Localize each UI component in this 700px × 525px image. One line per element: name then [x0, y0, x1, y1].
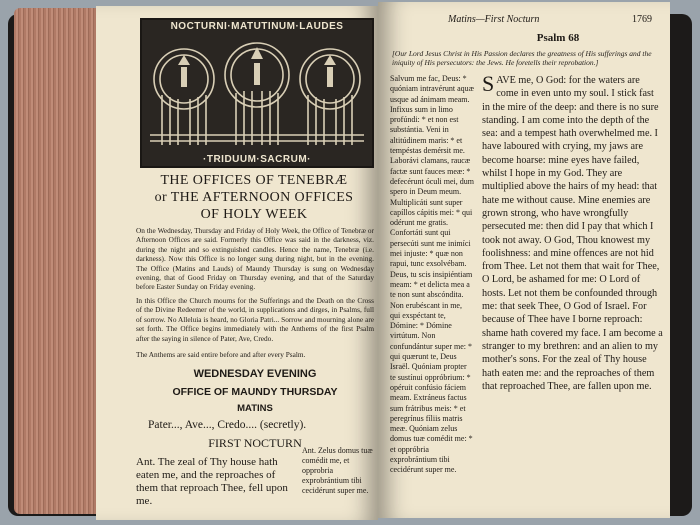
intro-paragraph: On the Wednesday, Thursday and Friday of Holy Week, the Office of Tenebræ or Afternoon Offices are said. Formerly this Office was said in the darkness, viz. during the night and so extinguished candles. Hence the name, Tenebræ (i.e. darkness). Now this Office is no longer sung during night, but in the evening. The Office (Matins and Lauds) of Maundy Thursday is sung on Wednesday evening, that of Good Friday on Thursday evening, and that of the Saturday before Easter Sunday on Friday evening. — [136, 226, 374, 292]
three-arches-woodcut-icon — [148, 35, 366, 149]
anthem-english: Ant. The zeal of Thy house hath eaten me, and the reproaches of them that reproach Thee, fell upon me. — [136, 456, 288, 507]
title-line: OF HOLY WEEK — [200, 207, 308, 222]
english-text: AVE me, O God: for the waters are come in even unto my soul. I stick fast in the mire of the deep: and there is no sure standing. I am come into the depth of the sea: and a tempest hath overwhelmed me. I have laboured with crying, my jaws are become hoarse: mine eyes have failed, whilst I hope in my God. They are multiplied above the hairs of my head: that hate me without cause. Mine enemies are grown strong, who have wrongfully persecuted me: then did I pay that which I took not away. O God, Thou knowest my foolishness: and mine offences are not hid from Thee. Let not them that wait for Thee, O Lord, be ashamed for me: O Lord of hosts. Let not them be confounded through me: that seek Thee, O God of Israel. For because of Thee have I borne reproach: shame hath covered my face. I am become a stranger to my brethren: and an alien to my mother's sons. For the zeal of Thy house hath eaten me: and the reproaches of them that reproached Thee, are fallen upon me. — [482, 75, 663, 392]
woodcut-banner — [140, 18, 374, 168]
intro-paragraph: The Anthems are said entire before and after every Psalm. — [136, 350, 306, 359]
anthem-latin: Ant. Zelus domus tuæ comédit me, et opprobria exprobrántium tibi cecidérunt super me. — [302, 446, 373, 495]
psalm-intro: [Our Lord Jesus Christ in His Passion declares the greatness of His sufferings and the iniquity of His persecutors: the Jews. He foretells their reprobation.] — [392, 49, 652, 67]
title-line: or THE AFTERNOON OFFICES — [154, 190, 354, 205]
title-line: THE OFFICES OF TENEBRÆ — [160, 173, 348, 188]
drop-cap: S — [482, 71, 495, 96]
heading-matins: MATINS — [237, 403, 273, 414]
heading-office: OFFICE OF MAUNDY THURSDAY — [172, 386, 338, 398]
right-page — [378, 2, 670, 518]
latin-column: Salvum me fac, Deus: * quóniam intravérunt aquæ usque ad ánimam meam. Infixus sum in limo profúndi: * et non est substántia. Veni in altitúdinem maris: * et tempéstas demérsit me. Laborávi clamans, raucæ factæ sunt fauces meæ: * defecérunt óculi mei, dum spero in Deum meum. Multiplicáti sunt super capíllos cápitis mei: * qui odérunt me gratis. Confortáti sunt qui persecúti sunt me inimíci mei injuste: * quæ non rapui, tunc exsolvébam. Deus, tu scis insipiéntiam meam: * et delicta mea a te non sunt abscóndita. Non erubéscant in me, qui exspéctant te, Dómine: * Dómine virtútum. Non confundántur super me: * qui quærunt te, Deus Israël. Quóniam propter te sustínui oppróbrium: * opéruit confúsio fáciem meam. Extráneus factus sum frátribus meis: * et peregrínus fíliis matris meæ. Quóniam zelus domus tuæ comédit me: * et oppróbria exprobrántium tibi cecidérunt super me. — [390, 74, 474, 475]
psalm-title: Psalm 68 — [536, 32, 580, 44]
page-title — [136, 172, 372, 223]
banner-bottom-text: ·TRIDUUM·SACRUM· — [203, 154, 311, 165]
page-edges — [14, 8, 100, 514]
heading-nocturn: FIRST NOCTURN — [208, 436, 302, 450]
silent-prayers: Pater..., Ave..., Credo.... (secretly). — [148, 419, 307, 431]
banner-top-text: NOCTURNI·MATUTINUM·LAUDES — [170, 21, 344, 32]
running-header: Matins—First Nocturn — [448, 14, 540, 25]
intro-paragraph: In this Office the Church mourns for the Sufferings and the Death on the Cross of the Divine Redeemer of the world, in supplications and dirges, in Psalms, full of sorrow. No Alleluia is heard, no Gloria Patri... Sorrow and mourning alone are set forth. The Office begins immediately with the Anthems of the first Psalm after the saying in silence of Pater, Ave, Credo. — [136, 296, 374, 343]
heading-evening: WEDNESDAY EVENING — [193, 368, 317, 380]
english-column — [482, 71, 664, 393]
left-page — [96, 6, 378, 520]
page-number: 1769 — [632, 14, 652, 25]
